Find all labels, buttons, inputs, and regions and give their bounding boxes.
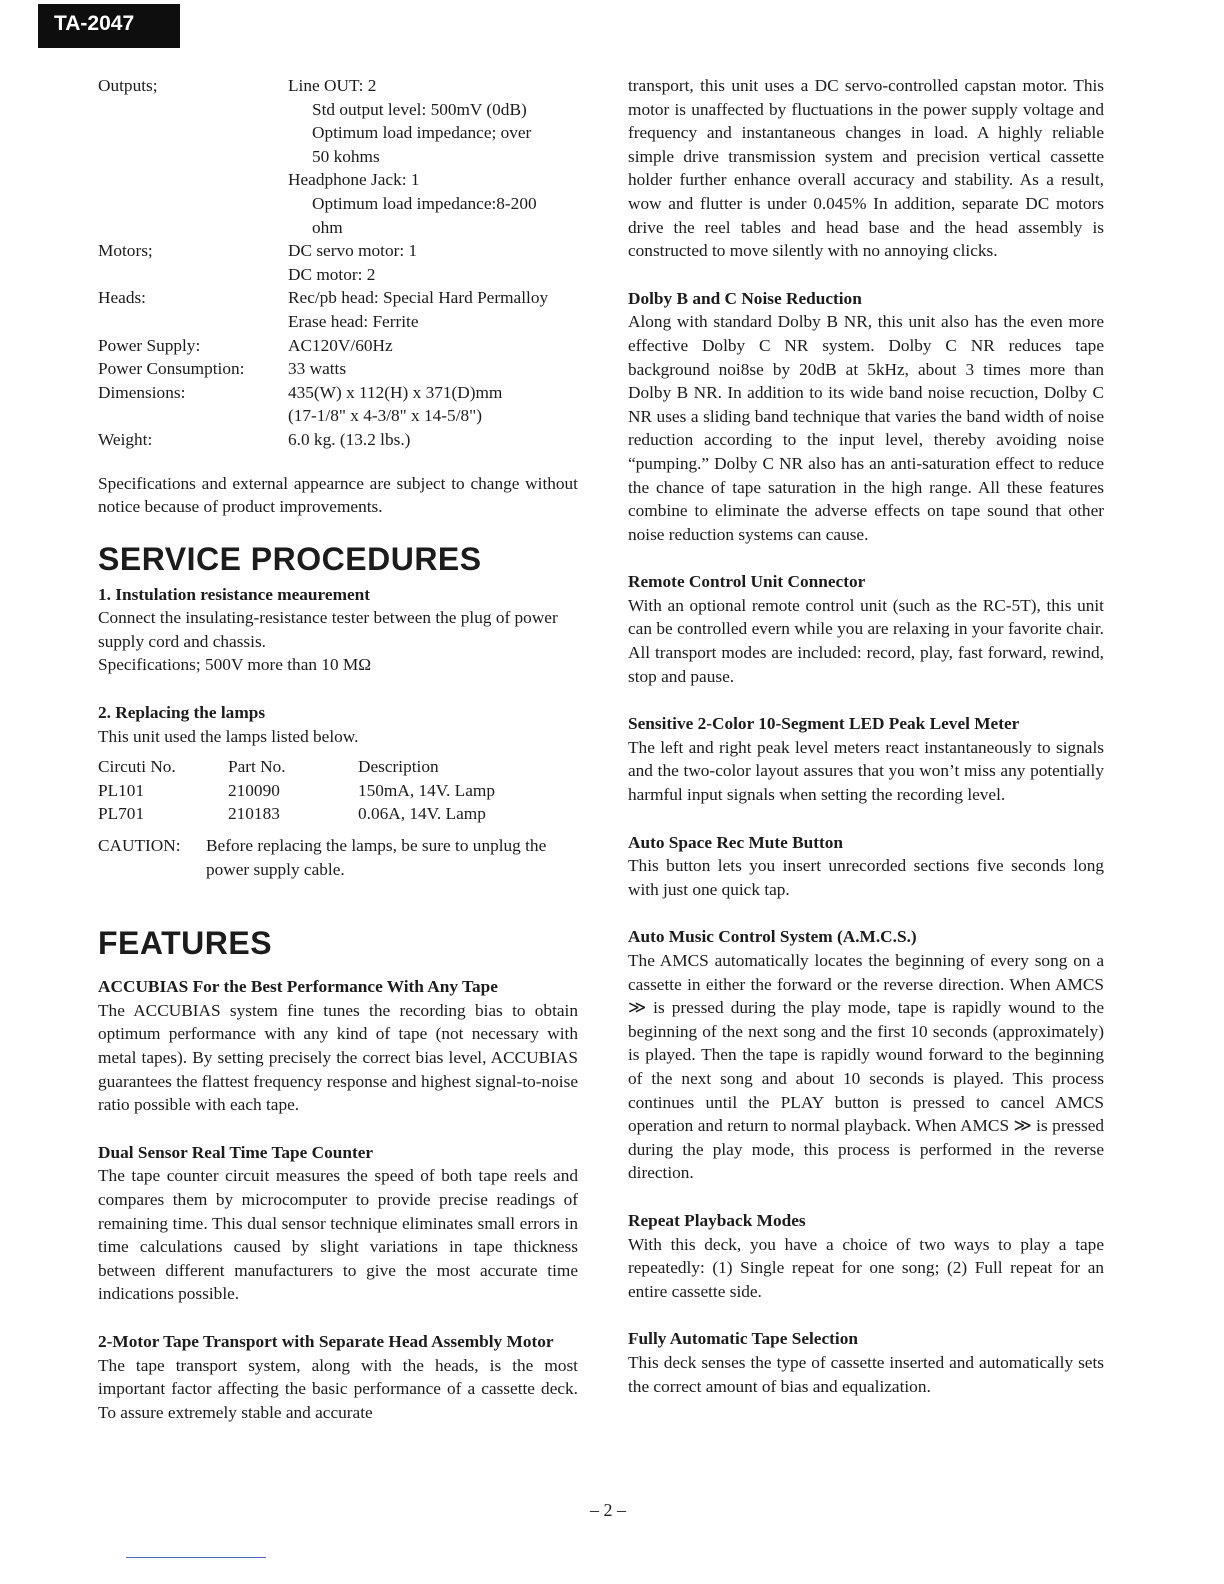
spec-value: 33 watts (288, 359, 347, 379)
spec-value: Std output level: 500mV (0dB) (312, 99, 527, 119)
feature-body: This deck senses the type of cassette inserted and automatically sets the correct amount of bias and equalization. (628, 1352, 1104, 1396)
lamp-table-header (98, 755, 578, 779)
lamp-header-description: Description (358, 757, 439, 777)
feature-section (98, 975, 578, 1117)
spec-row (98, 357, 578, 381)
lamp-row (98, 802, 578, 826)
spec-label: Heads: (98, 288, 146, 308)
feature-body: With an optional remote control unit (such as the RC-5T), this unit can be controlled evern while you are relaxing in your favorite chair. All transport modes are included: record, play, fast forward, rewind, stop and pause. (628, 595, 1104, 686)
feature-title: 2-Motor Tape Transport with Separate Head Assembly Motor (98, 1331, 554, 1351)
feature-title: Fully Automatic Tape Selection (628, 1329, 858, 1349)
feature-title: Repeat Playback Modes (628, 1210, 806, 1230)
spec-row (98, 428, 578, 452)
service-item2-title: 2. Replacing the lamps (98, 703, 266, 723)
feature-title: Auto Music Control System (A.M.C.S.) (628, 927, 917, 947)
feature-body: The AMCS automatically locates the beginning of every song on a cassette in either the forward or the reverse direction. When AMCS ≫ is pressed during the play mode, tape is rapidly wound to the beginning of the next song and the first 10 seconds (approximately) is played. Then the tape is rapidly wound forward to the beginning of the next song and about 10 seconds is played. This process continues until the PLAY button is pressed to cancel AMCS operation and return to normal playback. When AMCS ≫ is pressed during the play mode, this process is performed in the reverse direction. (628, 951, 1104, 1183)
spec-value: 6.0 kg. (13.2 lbs.) (288, 429, 411, 449)
lamp-header-circuit: Circuti No. (98, 757, 176, 777)
spec-value: Optimum load impedance; over (312, 123, 532, 143)
feature-title: Sensitive 2-Color 10-Segment LED Peak Level Meter (628, 714, 1020, 734)
feature-section (628, 570, 1104, 688)
spec-values (288, 428, 578, 452)
feature-section (628, 1209, 1104, 1303)
spec-row (98, 286, 578, 333)
spec-label: Motors; (98, 241, 153, 261)
lamp-circuit: PL101 (98, 780, 145, 800)
feature-title: Dolby B and C Noise Reduction (628, 288, 862, 308)
lamp-table (98, 755, 578, 826)
lamp-description: 150mA, 14V. Lamp (358, 780, 495, 800)
spec-values (288, 381, 578, 428)
spec-value: AC120V/60Hz (288, 335, 393, 355)
features-heading: FEATURES (98, 925, 273, 962)
feature-title: ACCUBIAS For the Best Performance With Any Tape (98, 977, 498, 997)
spec-label: Dimensions: (98, 382, 186, 402)
spec-row (98, 74, 578, 239)
service-item2-intro: This unit used the lamps listed below. (98, 726, 359, 746)
lamp-part: 210090 (228, 780, 280, 800)
page-number: – 2 – (590, 1500, 626, 1520)
feature-body: The ACCUBIAS system fine tunes the recording bias to obtain optimum performance with any kind of tape (not necessary with metal tapes). By setting precisely the correct bias level, ACCUBIAS guarantees the flattest frequency response and highest signal-to-noise ratio possible with each tape. (98, 1000, 578, 1115)
lamp-description: 0.06A, 14V. Lamp (358, 804, 486, 824)
spec-label: Power Consumption: (98, 359, 245, 379)
feature-section (98, 1330, 578, 1424)
spec-value: 50 kohms (312, 146, 380, 166)
service-item1-spec: Specifications; 500V more than 10 MΩ (98, 655, 372, 675)
feature-body: The tape counter circuit measures the speed of both tape reels and compares them by microcomputer to provide precise readings of remaining time. This dual sensor technique eliminates small errors in time calculations caused by slight variations in tape thickness between different manufacturers to give the most accurate time indications possible. (98, 1166, 578, 1304)
service-item1-text: Connect the insulating-resistance tester between the plug of power supply cord and chassis. (98, 608, 558, 651)
caution-text: Before replacing the lamps, be sure to unplug the power supply cable. (206, 836, 547, 879)
spec-value: DC servo motor: 1 (288, 241, 418, 261)
feature-section (628, 925, 1104, 1185)
feature-title: Dual Sensor Real Time Tape Counter (98, 1142, 374, 1162)
feature-section (628, 712, 1104, 806)
caution-label: CAUTION: (98, 836, 181, 856)
feature-section (628, 287, 1104, 547)
spec-values (288, 357, 578, 381)
spec-value: ohm (312, 217, 343, 237)
spec-value: Erase head: Ferrite (288, 311, 419, 331)
spec-note: Specifications and external appearnce are subject to change without notice because of product improvements. (98, 473, 578, 517)
footer-rule (126, 1557, 266, 1558)
feature-body: The tape transport system, along with the heads, is the most important factor affecting the basic performance of a cassette deck. To assure extremely stable and accurate (98, 1355, 578, 1422)
lamp-header-part: Part No. (228, 757, 286, 777)
feature-body: This button lets you insert unrecorded sections five seconds long with just one quick tap. (628, 856, 1104, 899)
feature-section (98, 1141, 578, 1306)
spec-label: Outputs; (98, 76, 158, 95)
spec-row (98, 381, 578, 428)
service-item1-title: 1. Instulation resistance meaurement (98, 584, 371, 604)
spec-values (288, 334, 578, 358)
spec-values (288, 74, 578, 239)
lamp-circuit: PL701 (98, 804, 145, 824)
spec-value: Rec/pb head: Special Hard Permalloy (288, 288, 549, 308)
spec-value: DC motor: 2 (288, 264, 376, 284)
model-tag: TA-2047 (38, 4, 180, 48)
feature-body: Along with standard Dolby B NR, this unit also has the even more effective Dolby C NR system. Dolby C NR reduces tape background noi8se by 20dB at 5kHz, about 3 times more than Dolby B NR. In addition to its wide band noise recuction, Dolby C NR uses a sliding band technique that varies the band width of noise reduction according to the input level, thereby avoiding noise “pumping.” Dolby C NR also has an anti-saturation effect to reduce the chance of tape saturation in the high range. All these features combine to eliminate the adverse effects on tape sound that other noise reduction systems can cause. (628, 312, 1104, 544)
spec-label: Weight: (98, 429, 153, 449)
spec-label: Power Supply: (98, 335, 201, 355)
spec-value: 435(W) x 112(H) x 371(D)mm (288, 382, 503, 402)
feature-body: With this deck, you have a choice of two ways to play a tape repeatedly: (1) Single repeat for one song; (2) Full repeat for an entire cassette side. (628, 1234, 1104, 1301)
features-left-list (98, 975, 578, 1424)
spec-values (288, 286, 578, 333)
features-right-list (628, 287, 1104, 1398)
feature-section (628, 831, 1104, 902)
spec-value: Headphone Jack: 1 (288, 170, 420, 190)
caution-note (98, 834, 578, 881)
feature-title: Auto Space Rec Mute Button (628, 832, 844, 852)
lamp-row (98, 779, 578, 803)
spec-value: Optimum load impedance:8-200 (312, 193, 537, 213)
spec-row (98, 239, 578, 286)
spec-value: Line OUT: 2 (288, 76, 377, 95)
spec-row (98, 334, 578, 358)
feature-section (628, 1327, 1104, 1398)
spec-value: (17-1/8" x 4-3/8" x 14-5/8") (288, 406, 482, 426)
right-column (628, 74, 1104, 1398)
spec-values (288, 239, 578, 286)
specifications-table (98, 74, 578, 452)
transport-continued-text: transport, this unit uses a DC servo-controlled capstan motor. This motor is unaffected by fluctuations in the power supply voltage and frequency and instantaneous changes in load. A highly reliable simple drive transmission system and precision vertical cassette holder further enhance overall accuracy and stability. As a result, wow and flutter is under 0.045% In addition, separate DC motors drive the reel tables and head base and the head assembly is constructed to move silently with no annoying clicks. (628, 76, 1104, 261)
service-procedures-heading: SERVICE PROCEDURES (98, 540, 482, 577)
feature-body: The left and right peak level meters react instantaneously to signals and the two-color layout assures that you won’t miss any potentially harmful input signals when setting the recording level. (628, 737, 1104, 805)
left-column (98, 74, 578, 1424)
feature-title: Remote Control Unit Connector (628, 572, 866, 592)
lamp-part: 210183 (228, 804, 280, 824)
